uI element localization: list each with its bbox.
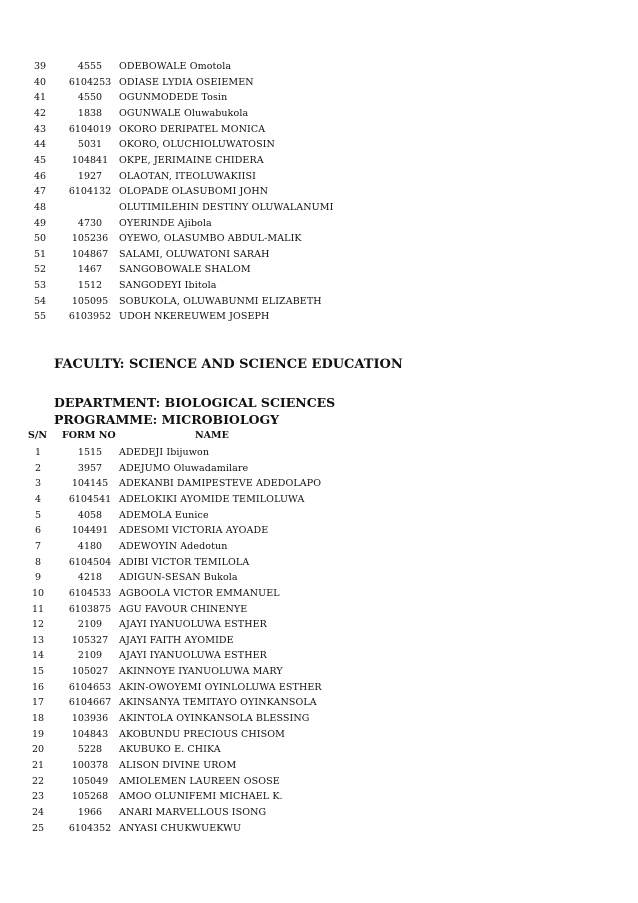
form-number: 2109 — [77, 619, 103, 631]
student-name: OLAOTAN, ITEOLUWAKIISI — [119, 170, 256, 182]
form-number: 105236 — [71, 233, 109, 245]
form-number: 6104132 — [68, 186, 112, 198]
serial-number: 52 — [34, 264, 47, 276]
student-name: SOBUKOLA, OLUWABUNMI ELIZABETH — [119, 295, 322, 307]
form-number: 1515 — [77, 447, 103, 458]
student-name: AJAYI IYANUOLUWA ESTHER — [119, 650, 267, 662]
student-name: OYEWO, OLASUMBO ABDUL-MALIK — [119, 233, 302, 245]
form-number: 104867 — [71, 248, 109, 260]
student-name: OLUTIMILEHIN DESTINY OLUWALANUMI — [119, 201, 334, 213]
form-number: 4058 — [77, 509, 103, 521]
student-name: ADESOMI VICTORIA AYOADE — [119, 525, 269, 537]
serial-number: 23 — [31, 791, 45, 803]
serial-number: 12 — [31, 619, 45, 631]
form-number: 1927 — [77, 170, 103, 182]
table-row — [0, 680, 638, 695]
table-row — [0, 789, 638, 804]
student-name: AKOBUNDU PRECIOUS CHISOM — [119, 728, 285, 740]
form-number: 1512 — [77, 280, 103, 292]
student-name: AJAYI IYANUOLUWA ESTHER — [119, 619, 267, 631]
table-row — [0, 633, 638, 648]
table-row — [0, 727, 638, 742]
form-number: 105027 — [71, 666, 109, 678]
serial-number: 21 — [31, 760, 45, 771]
table-row — [0, 758, 638, 773]
table-row — [0, 90, 638, 105]
form-number: 5228 — [77, 744, 103, 756]
student-name: ANYASI CHUKWUEKWU — [119, 822, 242, 834]
serial-number: 7 — [34, 540, 42, 552]
table-row — [0, 586, 638, 601]
student-name: ADIGUN-SESAN Bukola — [119, 572, 238, 584]
table-row — [0, 523, 638, 538]
student-name: ODEBOWALE Omotola — [119, 61, 232, 72]
student-name: OKORO DERIPATEL MONICA — [119, 123, 266, 135]
form-number: 4730 — [77, 217, 103, 229]
serial-number: 19 — [31, 728, 45, 740]
serial-number: 2 — [34, 462, 42, 474]
student-name: AGU FAVOUR CHINENYE — [119, 603, 248, 615]
table-row — [0, 555, 638, 570]
form-number: 105327 — [71, 634, 109, 646]
column-header-name: NAME — [195, 430, 229, 441]
table-row — [0, 461, 638, 476]
serial-number: 42 — [34, 107, 47, 119]
student-name: ADIBI VICTOR TEMILOLA — [119, 556, 250, 568]
student-name: AKINSANYA TEMITAYO OYINKANSOLA — [119, 697, 317, 709]
serial-number: 44 — [34, 139, 47, 151]
form-number: 105095 — [71, 295, 109, 307]
form-number: 4555 — [77, 61, 103, 72]
table-row — [0, 169, 638, 184]
serial-number: 15 — [31, 666, 45, 678]
serial-number: 20 — [31, 744, 45, 756]
form-number: 1467 — [77, 264, 103, 276]
form-number: 104145 — [71, 478, 109, 490]
form-number: 6104533 — [68, 587, 112, 599]
table-row — [0, 231, 638, 246]
form-number: 105268 — [71, 791, 109, 803]
serial-number: 40 — [34, 76, 47, 88]
table-row — [0, 122, 638, 137]
form-number: 4218 — [77, 572, 103, 584]
form-number: 105049 — [71, 775, 109, 787]
department-heading: DEPARTMENT: BIOLOGICAL SCIENCES — [54, 395, 336, 410]
serial-number: 5 — [34, 509, 42, 521]
form-number: 2109 — [77, 650, 103, 662]
form-number: 6103952 — [68, 311, 112, 323]
table-row — [0, 184, 638, 199]
table-row — [0, 137, 638, 152]
table-row — [0, 648, 638, 663]
serial-number: 10 — [31, 587, 45, 599]
table-row — [0, 200, 638, 215]
table-row — [0, 539, 638, 554]
form-number: 6104504 — [68, 556, 112, 568]
table-row — [0, 216, 638, 231]
programme-heading: PROGRAMME: MICROBIOLOGY — [54, 412, 280, 427]
student-name: ODIASE LYDIA OSEIEMEN — [119, 76, 254, 88]
serial-number: 9 — [34, 572, 42, 584]
student-name: ADEDEJI Ibijuwon — [119, 447, 210, 458]
serial-number: 16 — [31, 681, 45, 693]
form-number: 1966 — [77, 806, 103, 818]
faculty-heading: FACULTY: SCIENCE AND SCIENCE EDUCATION — [54, 357, 403, 372]
serial-number: 17 — [31, 697, 45, 709]
table-row — [0, 262, 638, 277]
student-name: UDOH NKEREUWEM JOSEPH — [119, 311, 270, 323]
table-row — [0, 774, 638, 789]
table-row — [0, 805, 638, 820]
table-row — [0, 570, 638, 585]
serial-number: 45 — [34, 154, 47, 166]
table-row — [0, 309, 638, 324]
table-row — [0, 821, 638, 836]
serial-number: 14 — [31, 650, 45, 662]
serial-number: 53 — [34, 280, 47, 292]
table-row — [0, 742, 638, 757]
serial-number: 48 — [34, 201, 47, 213]
student-name: ADEWOYIN Adedotun — [119, 540, 228, 552]
serial-number: 3 — [34, 478, 42, 490]
table-row — [0, 492, 638, 507]
student-name: SANGODEYI Ibitola — [119, 280, 217, 292]
table-row — [0, 59, 638, 74]
column-header-form-no: FORM NO — [62, 430, 116, 441]
form-number: 6104541 — [68, 493, 112, 505]
serial-number: 46 — [34, 170, 47, 182]
form-number: 4550 — [77, 92, 103, 104]
form-number: 4180 — [77, 540, 103, 552]
form-number: 6104352 — [68, 822, 112, 834]
table-row — [0, 617, 638, 632]
student-name: SANGOBOWALE SHALOM — [119, 264, 251, 276]
form-number: 104843 — [71, 728, 109, 740]
table-row — [0, 664, 638, 679]
form-number: 103936 — [71, 713, 109, 725]
form-number: 104491 — [71, 525, 109, 537]
serial-number: 24 — [31, 806, 45, 818]
serial-number: 13 — [31, 634, 45, 646]
form-number: 6104653 — [68, 681, 112, 693]
form-number: 6104253 — [68, 76, 112, 88]
form-number: 3957 — [77, 462, 103, 474]
serial-number: 18 — [31, 713, 45, 725]
serial-number: 25 — [31, 822, 45, 834]
student-name: AMOO OLUNIFEMI MICHAEL K. — [119, 791, 283, 803]
table-row — [0, 695, 638, 710]
student-name: AKINNOYE IYANUOLUWA MARY — [119, 666, 283, 678]
table-row — [0, 711, 638, 726]
form-number: 1838 — [77, 107, 103, 119]
serial-number: 4 — [34, 493, 42, 505]
table-row — [0, 602, 638, 617]
student-name: AGBOOLA VICTOR EMMANUEL — [119, 587, 280, 599]
table-row — [0, 294, 638, 309]
table-row — [0, 153, 638, 168]
serial-number: 49 — [34, 217, 47, 229]
serial-number: 55 — [34, 311, 47, 323]
table-row — [0, 247, 638, 262]
serial-number: 54 — [34, 295, 47, 307]
student-name: ADEKANBI DAMIPESTEVE ADEDOLAPO — [119, 478, 322, 490]
student-name: OGUNMODEDE Tosin — [119, 92, 228, 104]
serial-number: 11 — [31, 603, 45, 615]
student-name: OLOPADE OLASUBOMI JOHN — [119, 186, 269, 198]
form-number: 5031 — [77, 139, 103, 151]
student-name: SALAMI, OLUWATONI SARAH — [119, 248, 270, 260]
table-row — [0, 278, 638, 293]
student-name: OKPE, JERIMAINE CHIDERA — [119, 154, 264, 166]
student-name: ALISON DIVINE UROM — [119, 760, 237, 771]
serial-number: 1 — [34, 447, 42, 458]
student-name: OGUNWALE Oluwabukola — [119, 107, 249, 119]
serial-number: 41 — [34, 92, 47, 104]
form-number: 6103875 — [68, 603, 112, 615]
serial-number: 47 — [34, 186, 47, 198]
student-name: ADELOKIKI AYOMIDE TEMILOLUWA — [119, 493, 305, 505]
student-name: ANARI MARVELLOUS ISONG — [119, 806, 267, 818]
form-number: 100378 — [71, 760, 109, 771]
student-name: OKORO, OLUCHIOLUWATOSIN — [119, 139, 275, 151]
form-number: 6104667 — [68, 697, 112, 709]
serial-number: 50 — [34, 233, 47, 245]
serial-number: 39 — [34, 61, 47, 72]
table-row — [0, 445, 638, 460]
student-name: OYERINDE Ajibola — [119, 217, 212, 229]
column-header-sn: S/N — [28, 430, 48, 441]
form-number: 6104019 — [68, 123, 112, 135]
student-name: AKIN-OWOYEMI OYINLOLUWA ESTHER — [119, 681, 322, 693]
serial-number: 51 — [34, 248, 47, 260]
serial-number: 22 — [31, 775, 45, 787]
student-name: AJAYI FAITH AYOMIDE — [119, 634, 234, 646]
table-row — [0, 476, 638, 491]
student-name: AKUBUKO E. CHIKA — [119, 744, 221, 756]
serial-number: 6 — [34, 525, 42, 537]
table-row — [0, 75, 638, 90]
serial-number: 8 — [34, 556, 42, 568]
student-name: AKINTOLA OYINKANSOLA BLESSING — [119, 713, 310, 725]
student-name: ADEJUMO Oluwadamilare — [119, 462, 249, 474]
table-row — [0, 508, 638, 523]
serial-number: 43 — [34, 123, 47, 135]
student-name: ADEMOLA Eunice — [119, 509, 209, 521]
table-row — [0, 106, 638, 121]
student-name: AMIOLEMEN LAUREEN OSOSE — [119, 775, 280, 787]
form-number: 104841 — [71, 154, 109, 166]
